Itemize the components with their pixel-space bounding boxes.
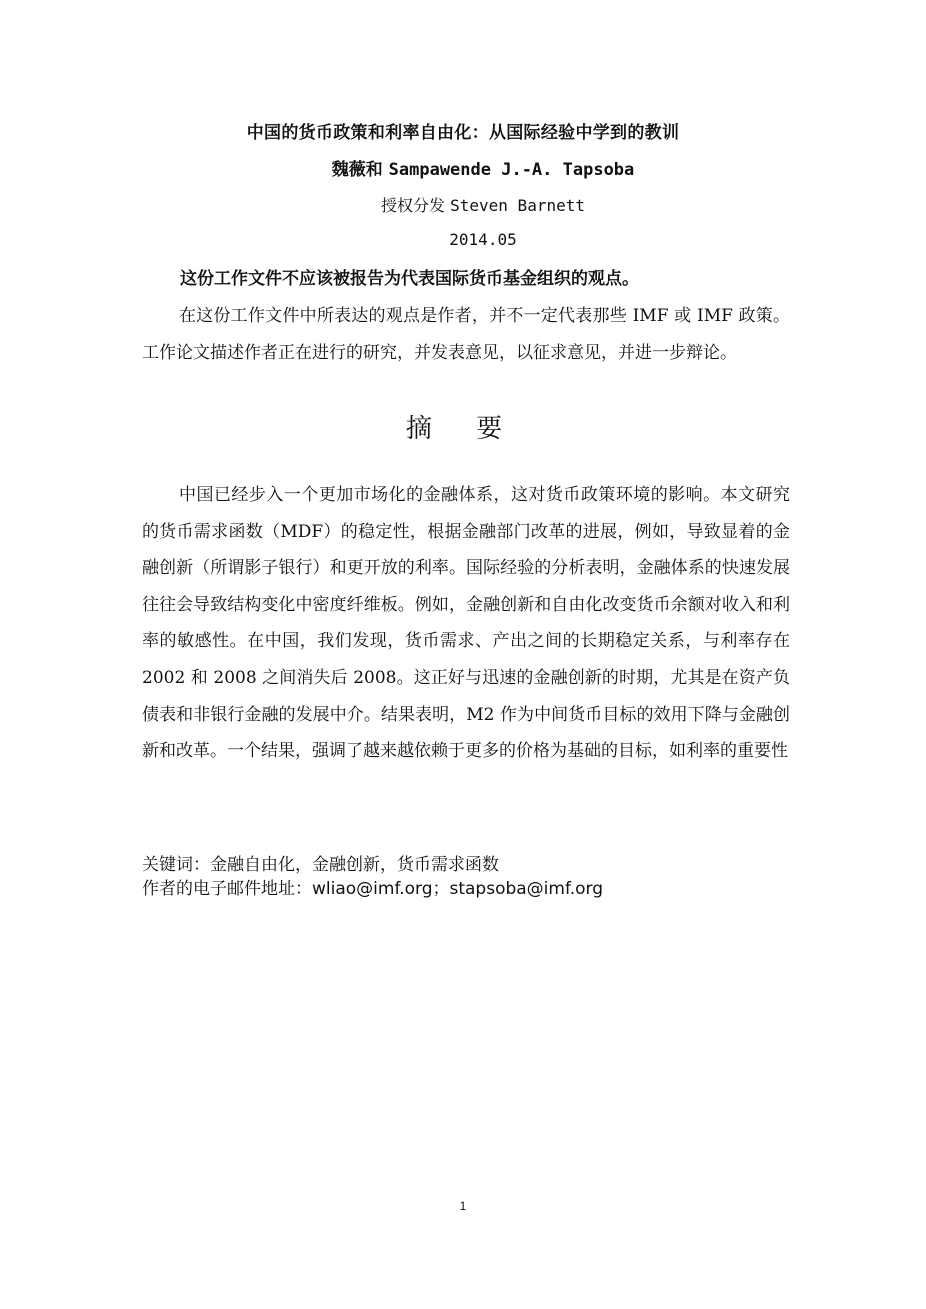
authorized-by: [0, 193, 926, 216]
page-number: 1: [459, 1199, 467, 1213]
keywords-value: 金融自由化，金融创新，货币需求函数: [210, 855, 499, 875]
authorized-name: Steven Barnett: [450, 196, 585, 215]
email-value: wliao@imf.org；stapsoba@imf.org: [312, 879, 604, 899]
paper-authors: [0, 155, 926, 180]
authorized-prefix: 授权分发: [381, 196, 446, 215]
author-email-line: [142, 877, 603, 902]
paper-title: 中国的货币政策和利率自由化：从国际经验中学到的教训: [246, 123, 680, 143]
disclaimer-heading: 这份工作文件不应该被报告为代表国际货币基金组织的观点。: [180, 269, 639, 289]
keywords-line: [142, 853, 499, 878]
publication-date: 2014.05: [449, 230, 517, 249]
authors-names: Sampawende J.-A. Tapsoba: [388, 160, 635, 180]
abstract-body: 中国已经步入一个更加市场化的金融体系，这对货币政策环境的影响。本文研究的货币需求函数（MDF）的稳定性，根据金融部门改革的进展，例如，导致显着的金融创新（所谓影子银行）和更开放的利率。国际经验的分析表明，金融体系的快速发展往往会导致结构变化中密度纤维板。例如，金融创新和自由化改变货币余额对收入和利率的敏感性。在中国，我们发现，货币需求、产出之间的长期稳定关系，与利率存在 2002 和 2008 之间消失后 2008。这正好与迅速的金融创新的时期，尤其是在资产负债表和非银行金融的发展中介。结果表明，M2 作为中间货币目标的效用下降与金融创新和改革。一个结果，强调了越来越依赖于更多的价格为基础的目标，如利率的重要性: [142, 485, 790, 762]
abstract-heading: 摘 要: [405, 414, 521, 444]
authors-prefix: 魏薇和: [331, 160, 383, 180]
email-label: 作者的电子邮件地址：: [142, 879, 312, 899]
disclaimer-body: 在这份工作文件中所表达的观点是作者，并不一定代表那些 IMF 或 IMF 政策。工作论文描述作者正在进行的研究，并发表意见，以征求意见，并进一步辩论。: [142, 306, 790, 363]
keywords-label: 关键词：: [142, 855, 210, 875]
